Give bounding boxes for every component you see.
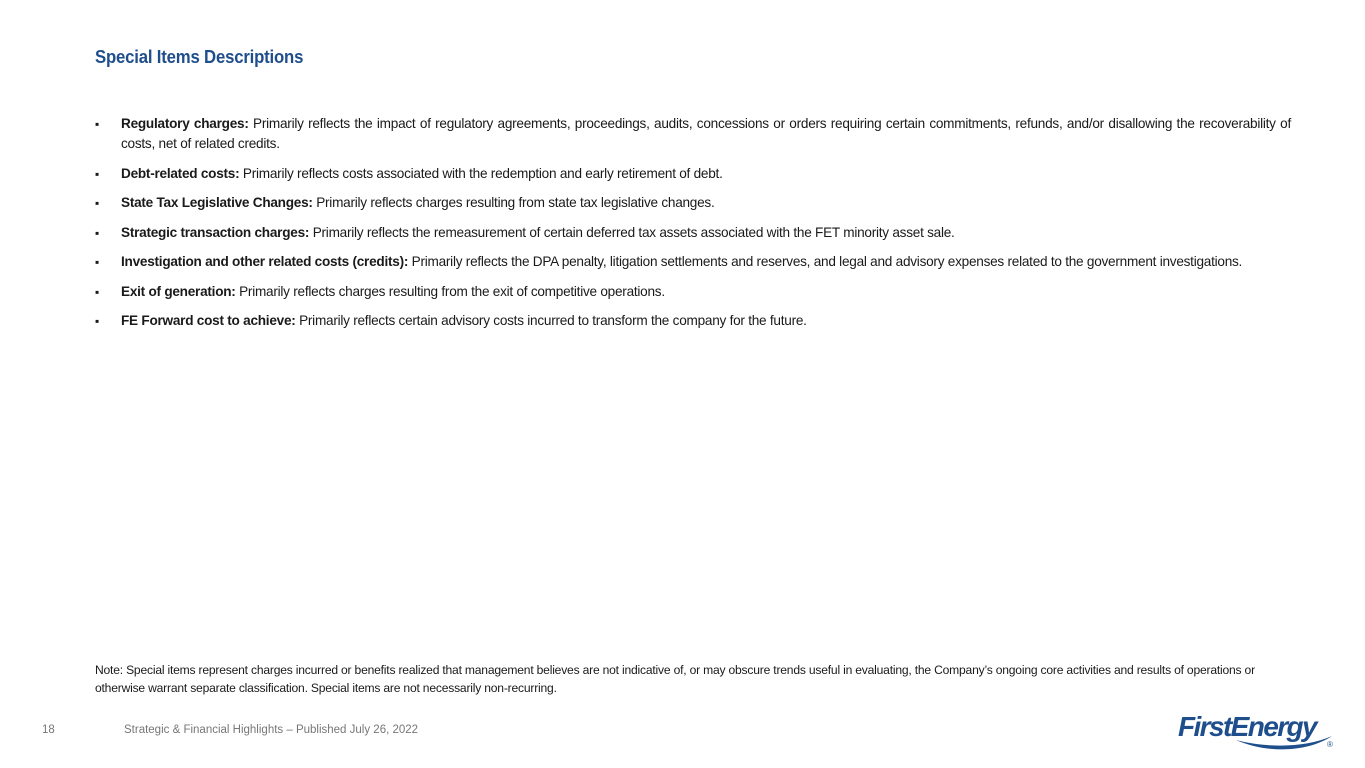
- bullet-text: Primarily reflects charges resulting from state tax legislative changes.: [312, 195, 715, 210]
- bullet-text: Primarily reflects charges resulting from the exit of competitive operations.: [235, 283, 665, 299]
- bullet-term: FE Forward cost to achieve:: [121, 313, 296, 328]
- bullet-marker-icon: ▪: [95, 117, 100, 131]
- bullet-text: Primarily reflects the impact of regulatory agreements, proceedings, audits, concessions or orders requiring certain commitments, refunds, and/or disallowing the recoverability of costs, net of related credits.: [121, 116, 1291, 151]
- bullet-text: Primarily reflects certain advisory costs incurred to transform the company for the future.: [295, 313, 807, 328]
- list-item: [95, 164, 1291, 184]
- list-item: [95, 223, 1291, 243]
- list-item: [95, 252, 1291, 272]
- list-item: [95, 193, 1291, 213]
- list-item: [95, 282, 1291, 302]
- bullet-marker-icon: ▪: [95, 314, 100, 328]
- bullet-term: Investigation and other related costs (credits):: [121, 254, 409, 269]
- list-item: [95, 311, 1291, 331]
- bullet-marker-icon: ▪: [95, 284, 100, 299]
- list-item: [95, 114, 1291, 154]
- bullet-marker-icon: ▪: [95, 196, 100, 210]
- bullet-term: Regulatory charges:: [121, 116, 249, 131]
- bullet-term: Exit of generation:: [121, 283, 236, 299]
- bullet-marker-icon: ▪: [95, 166, 100, 181]
- bullet-text: Primarily reflects the DPA penalty, litigation settlements and reserves, and legal and advisory expenses related to the government investigations.: [408, 254, 1243, 269]
- logo-registered-mark: ®: [1327, 740, 1333, 749]
- footer-text: Strategic & Financial Highlights – Published July 26, 2022: [124, 724, 419, 736]
- page-number: 18: [42, 724, 55, 736]
- bullet-marker-icon: ▪: [95, 255, 100, 269]
- footnote: Note: Special items represent charges incurred or benefits realized that management believes are not indicative of, or may obscure trends useful in evaluating, the Company’s ongoing core activities and results of operations or otherwise warrant separate classification. Special items are not necessarily non-recurring.: [95, 663, 1255, 695]
- bullet-term: Strategic transaction charges:: [121, 224, 310, 240]
- bullet-text: Primarily reflects the remeasurement of certain deferred tax assets associated with the FET minority asset sale.: [309, 224, 955, 240]
- bullet-term: Debt-related costs:: [121, 165, 240, 181]
- bullet-text: Primarily reflects costs associated with the redemption and early retirement of debt.: [239, 165, 723, 181]
- bullet-marker-icon: ▪: [95, 225, 100, 240]
- firstenergy-logo: [1176, 708, 1341, 756]
- page-title: Special Items Descriptions: [95, 47, 304, 67]
- bullet-term: State Tax Legislative Changes:: [121, 195, 313, 210]
- special-items-list: [95, 114, 1291, 341]
- logo-wordmark: FirstEnergy: [1178, 711, 1316, 742]
